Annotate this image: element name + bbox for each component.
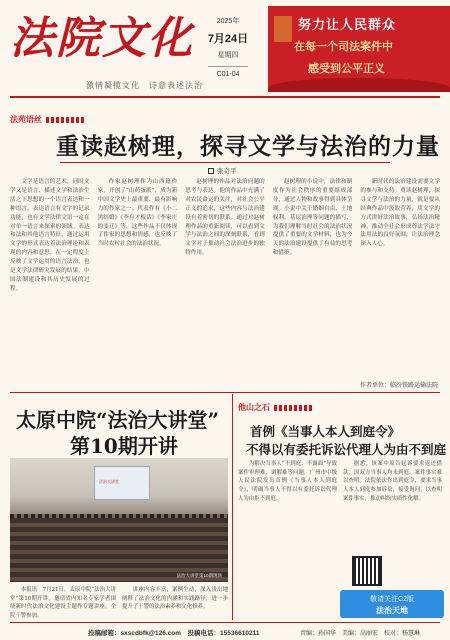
paragraph: 本报讯 7月21日，太原中院“法治大讲堂”第10期开讲。邀请省内知名专家学者围绕新时代法治文化建设主题作专题讲座，全院干警参加。 xyxy=(10,587,116,619)
section-divider xyxy=(10,392,440,393)
headline-rule xyxy=(60,162,390,163)
qr-code-icon[interactable] xyxy=(352,556,382,586)
article2-headline-line1[interactable]: 太原中院“法治大讲堂” xyxy=(16,408,220,432)
justice-banner xyxy=(268,6,450,92)
article2-headline-line2[interactable]: 第10期开讲 xyxy=(70,434,178,458)
article-column xyxy=(10,586,116,622)
column-divider xyxy=(232,394,233,620)
author-name: 张奇平 xyxy=(217,167,237,175)
article-column xyxy=(10,178,90,374)
article3-headline[interactable]: 首例《当事人本人到庭令》 xyxy=(250,424,401,439)
article2-body xyxy=(10,586,228,622)
author-affiliation: 作者单位：临汾铁路运输法院 xyxy=(359,382,438,389)
paragraph: 作家赵树理作为山西籍作家，开创了“山药蛋派”，成为新中国文学史上最重要，最有影响力的作家之一。代表作有《小二黑结婚》《李有才板话》《李家庄的变迁》等，这些作品不仅体现了作家的思想和情感，也反映了当时农村社会的法治状况。 xyxy=(97,179,178,248)
paragraph: 讲座内容丰富，案例生动，深入浅出地阐释了法治文化的内涵和实践路径，进一步提升了干警的法治素养和文化修养。 xyxy=(122,587,228,611)
article-column xyxy=(185,178,265,374)
photo-caption: 法治大讲堂第10期现场 xyxy=(176,573,222,578)
section-tag xyxy=(238,402,314,413)
follow-notice[interactable] xyxy=(340,590,444,618)
follow-line-1: 敬请关注C2版 xyxy=(370,596,414,603)
screen-text: 法治大讲堂 xyxy=(99,479,119,484)
paragraph: 赵树理的作品对法治问题的思考与表达。他的作品中充满了对农民命运的关注，对社会公平正义的追求，这些内容与法治建设有着密切的联系。通过对赵树理作品的重新阅读，可以看到文学与法治之间的深刻联系，看到文学对于推动社会法治进步的独特作用。 xyxy=(185,179,265,257)
paragraph: 新时代的法治建设需要文学的参与和支持。重读赵树理，探寻文学与法治的力量，就是要从经典作品中汲取营养，用文学的方式讲好法治故事，弘扬法治精神，推动全社会形成尊法学法守法用法的良好氛围，让法治理念深入人心。 xyxy=(360,179,440,248)
masthead-rule xyxy=(10,96,440,98)
article-column xyxy=(122,586,228,622)
footer xyxy=(10,626,440,638)
lecture-photo xyxy=(10,458,228,582)
issue-date: 7月24日 xyxy=(207,33,249,45)
date-divider xyxy=(208,66,248,67)
follow-line-2: 法治天地 xyxy=(376,606,408,615)
article3-body xyxy=(238,460,442,594)
issue-weekday: 星期四 xyxy=(217,52,239,59)
section-tag-label: 法苑语丝 xyxy=(10,115,42,124)
date-box xyxy=(192,14,264,86)
issue-year: 2025年 xyxy=(216,18,240,25)
paragraph: 文学是语言的艺术，同时文学又是语言、描述文学和法治生活之下思想的一个语言表达和一种语言。表达语言有文字的记录功能，也有文学法律文语一定在对单一语言来探索的领域。表达和法和其他语言特征，通过运用文学的形式表达着法治理论和表现的内容和意思，在一定程度上反映了文学运用的语言法治，也是文学法律研究发展的结果，中国法制建设和其历史发展的过程。 xyxy=(10,179,90,292)
byline-box-icon xyxy=(208,168,214,174)
paragraph: 据悉，该案中原告起诉要求返还借款，因双方当事人均未到庭，案件事实难以查明。法院依法作出到庭令，要求当事人本人到庭参加诉讼，接受询问，以查明案件事实，推动纠纷实质性化解。 xyxy=(343,461,442,502)
article3-subheadline[interactable]: 不得以有委托诉讼代理人为由不到庭 xyxy=(246,442,447,457)
banner-line-3: 感受到公平正义 xyxy=(308,62,385,75)
paragraph: 赵树理的小说中，法律和制度作为社会秩序的重要组成部分，通过人物和故事得到具体呈现。小说中关于婚姻自由、土地权利、基层治理等问题的描写，为我们理解当时社会的法治状况提供了重要的文学材料，也为今天的法治建设提供了有益的思考和借鉴。 xyxy=(272,179,353,257)
tag-stripe xyxy=(274,405,314,411)
article-column xyxy=(360,178,440,374)
banner-line-2: 在每一个司法案件中 xyxy=(294,40,393,53)
projection-screen xyxy=(94,466,150,500)
slogan: 激情凝揽文化 诗意表述法治 xyxy=(86,81,203,90)
article-column xyxy=(273,178,353,374)
article-column xyxy=(238,460,337,594)
byline xyxy=(208,166,237,175)
banner-line-1: 努力让人民群众 xyxy=(298,18,397,33)
article-headline[interactable]: 重读赵树理，探寻文学与法治的力量 xyxy=(56,133,440,160)
page-range: C01-04 xyxy=(216,71,240,78)
banner-wave xyxy=(268,78,450,92)
footer-rule xyxy=(10,622,440,623)
editor-credits: 责编：孙国华 美编：高丽宏 校对：杨慧琳 xyxy=(300,631,421,637)
paragraph: 为解决当事人“不到庭、不露面”导致案件审理难、调解难等问题，广州市中级人民法院发出首例《当事人本人到庭令》，明确当事人不得以有委托诉讼代理人为由拒不到庭。 xyxy=(238,461,337,502)
article-column xyxy=(98,178,178,374)
section-tag xyxy=(10,114,86,125)
flag-icon xyxy=(274,16,292,42)
masthead xyxy=(0,0,450,96)
article-body xyxy=(10,178,440,374)
submission-contact: 投稿邮箱：sxscdbfk@126.com 投稿电话：15536610211 xyxy=(88,630,260,637)
section-tag-label: 他山之石 xyxy=(238,403,270,412)
newspaper-logo: 法院文化 xyxy=(10,13,194,64)
tag-stripe xyxy=(46,117,86,123)
